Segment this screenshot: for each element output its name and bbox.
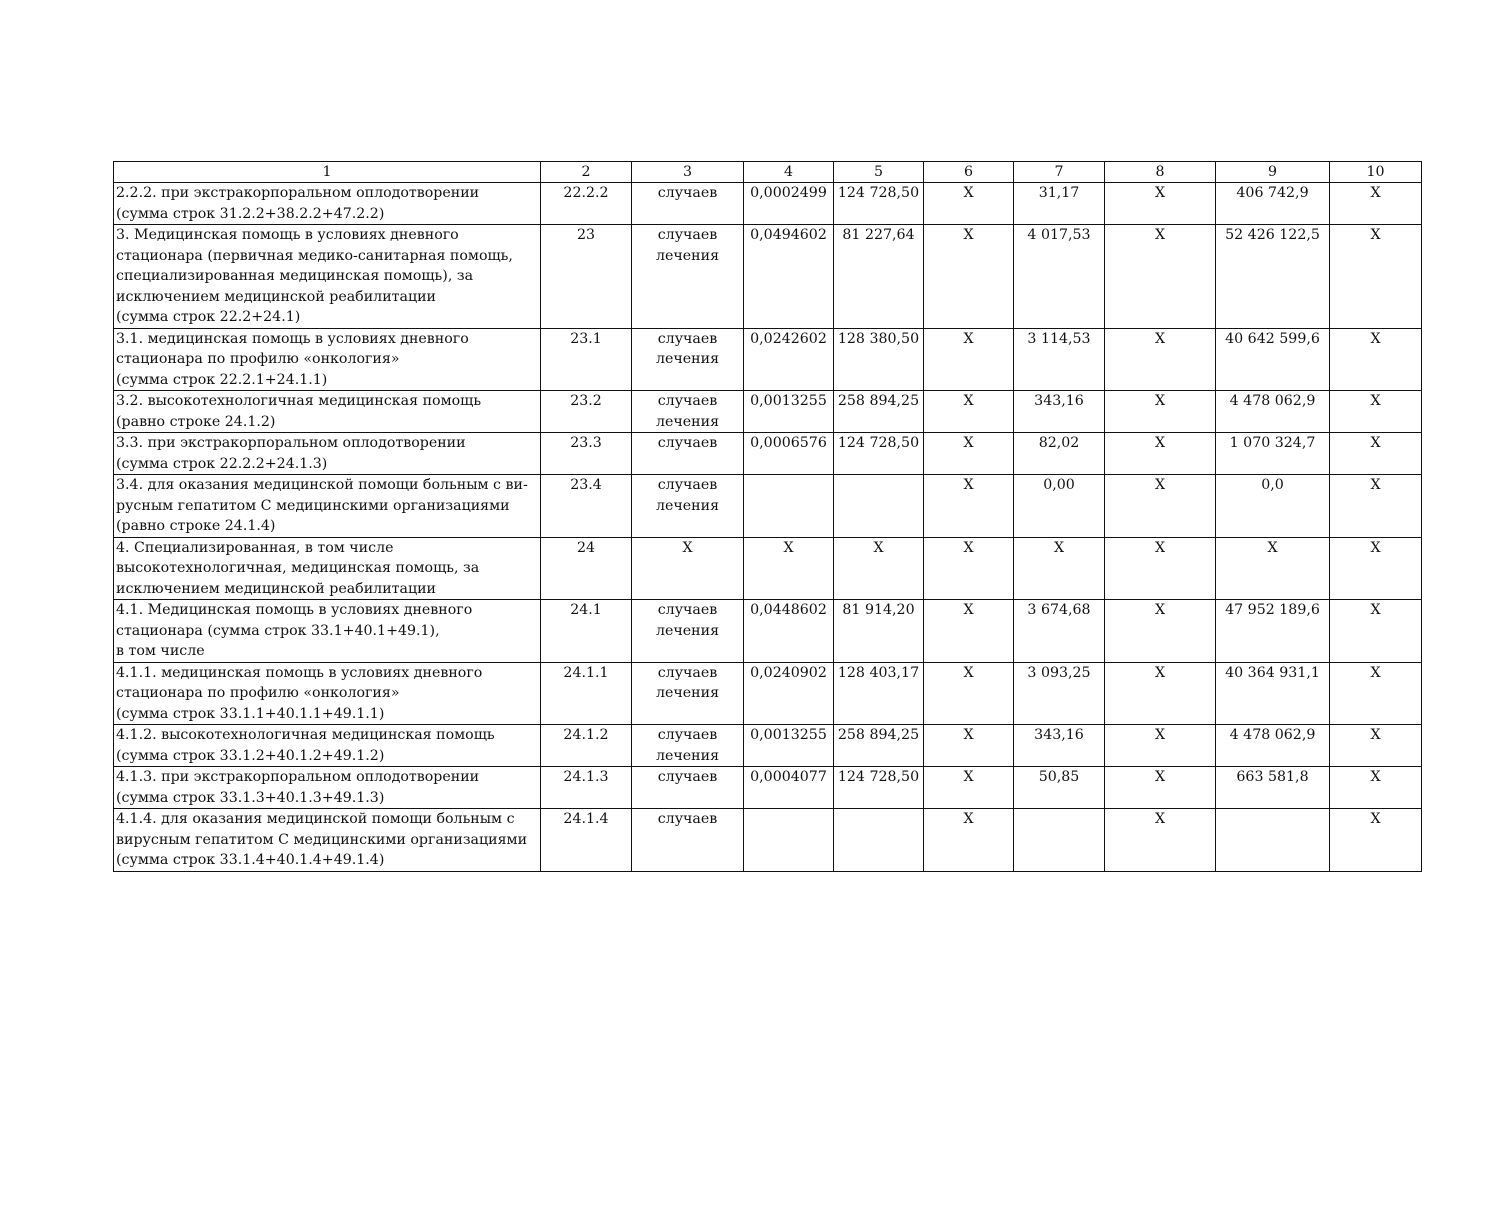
data-table [113, 161, 1422, 872]
cell-col-9: 1 070 324,7 [1216, 433, 1330, 475]
cell-col-8: X [1105, 328, 1216, 391]
row-name-cell: 3.4. для оказания медицинской помощи больным с ви- русным гепатитом С медицинскими организациями (равно строке 24.1.4) [114, 475, 541, 538]
cell-col-10: X [1330, 662, 1422, 725]
row-unit-cell: X [632, 537, 744, 600]
row-code-cell: 24 [541, 537, 632, 600]
cell-col-4: 0,0013255 [744, 391, 834, 433]
cell-col-10: X [1330, 433, 1422, 475]
row-unit-cell: случаев [632, 767, 744, 809]
cell-col-7: 0,00 [1014, 475, 1105, 538]
column-header: 4 [744, 162, 834, 183]
cell-col-10: X [1330, 809, 1422, 872]
row-unit-cell: случаев [632, 433, 744, 475]
cell-col-8: X [1105, 475, 1216, 538]
column-header: 9 [1216, 162, 1330, 183]
table-row [114, 475, 1422, 538]
cell-col-5: 124 728,50 [834, 183, 924, 225]
row-name-cell: 4.1.2. высокотехнологичная медицинская помощь (сумма строк 33.1.2+40.1.2+49.1.2) [114, 725, 541, 767]
cell-col-8: X [1105, 600, 1216, 663]
cell-col-7 [1014, 809, 1105, 872]
row-code-cell: 23.1 [541, 328, 632, 391]
cell-col-6: X [924, 725, 1014, 767]
cell-col-6: X [924, 809, 1014, 872]
row-name-cell: 4.1.1. медицинская помощь в условиях дневного стационара по профилю «онкология» (сумма строк 33.1.1+40.1.1+49.1.1) [114, 662, 541, 725]
cell-col-9: 52 426 122,5 [1216, 225, 1330, 329]
cell-col-10: X [1330, 537, 1422, 600]
row-unit-cell: случаев лечения [632, 328, 744, 391]
cell-col-5: 124 728,50 [834, 767, 924, 809]
table-row [114, 433, 1422, 475]
cell-col-10: X [1330, 183, 1422, 225]
cell-col-7: 3 674,68 [1014, 600, 1105, 663]
row-code-cell: 24.1 [541, 600, 632, 663]
cell-col-6: X [924, 662, 1014, 725]
column-header: 5 [834, 162, 924, 183]
row-unit-cell: случаев [632, 183, 744, 225]
row-code-cell: 23 [541, 225, 632, 329]
table-row [114, 662, 1422, 725]
row-unit-cell: случаев лечения [632, 225, 744, 329]
column-header: 10 [1330, 162, 1422, 183]
cell-col-4: 0,0002499 [744, 183, 834, 225]
cell-col-4: 0,0240902 [744, 662, 834, 725]
row-unit-cell: случаев лечения [632, 475, 744, 538]
column-header: 7 [1014, 162, 1105, 183]
column-header: 8 [1105, 162, 1216, 183]
cell-col-7: 3 093,25 [1014, 662, 1105, 725]
cell-col-7: 82,02 [1014, 433, 1105, 475]
cell-col-4 [744, 809, 834, 872]
cell-col-4: 0,0004077 [744, 767, 834, 809]
cell-col-8: X [1105, 725, 1216, 767]
cell-col-5: 128 403,17 [834, 662, 924, 725]
cell-col-7: 31,17 [1014, 183, 1105, 225]
cell-col-6: X [924, 767, 1014, 809]
row-code-cell: 24.1.2 [541, 725, 632, 767]
row-code-cell: 24.1.3 [541, 767, 632, 809]
cell-col-5: 124 728,50 [834, 433, 924, 475]
cell-col-9: 47 952 189,6 [1216, 600, 1330, 663]
cell-col-10: X [1330, 725, 1422, 767]
cell-col-7: 4 017,53 [1014, 225, 1105, 329]
table-row [114, 328, 1422, 391]
cell-col-6: X [924, 600, 1014, 663]
cell-col-7: X [1014, 537, 1105, 600]
cell-col-7: 50,85 [1014, 767, 1105, 809]
table-row [114, 600, 1422, 663]
cell-col-9: 40 364 931,1 [1216, 662, 1330, 725]
row-unit-cell: случаев лечения [632, 662, 744, 725]
cell-col-9 [1216, 809, 1330, 872]
cell-col-8: X [1105, 225, 1216, 329]
cell-col-5: 128 380,50 [834, 328, 924, 391]
cell-col-4: 0,0013255 [744, 725, 834, 767]
row-unit-cell: случаев лечения [632, 391, 744, 433]
cell-col-5: 81 227,64 [834, 225, 924, 329]
cell-col-4: X [744, 537, 834, 600]
row-name-cell: 4.1.3. при экстракорпоральном оплодотворении (сумма строк 33.1.3+40.1.3+49.1.3) [114, 767, 541, 809]
cell-col-4: 0,0494602 [744, 225, 834, 329]
row-code-cell: 23.4 [541, 475, 632, 538]
cell-col-4: 0,0006576 [744, 433, 834, 475]
cell-col-10: X [1330, 225, 1422, 329]
cell-col-8: X [1105, 391, 1216, 433]
column-header: 6 [924, 162, 1014, 183]
cell-col-8: X [1105, 433, 1216, 475]
row-name-cell: 4.1.4. для оказания медицинской помощи больным с вирусным гепатитом С медицинскими организациями (сумма строк 33.1.4+40.1.4+49.1.4) [114, 809, 541, 872]
cell-col-9: 40 642 599,6 [1216, 328, 1330, 391]
cell-col-6: X [924, 433, 1014, 475]
cell-col-8: X [1105, 183, 1216, 225]
cell-col-6: X [924, 537, 1014, 600]
row-code-cell: 24.1.4 [541, 809, 632, 872]
cell-col-10: X [1330, 600, 1422, 663]
table-row [114, 809, 1422, 872]
table-row [114, 183, 1422, 225]
row-unit-cell: случаев лечения [632, 600, 744, 663]
cell-col-9: 0,0 [1216, 475, 1330, 538]
row-unit-cell: случаев [632, 809, 744, 872]
cell-col-7: 3 114,53 [1014, 328, 1105, 391]
table-row [114, 725, 1422, 767]
cell-col-10: X [1330, 475, 1422, 538]
column-header: 1 [114, 162, 541, 183]
cell-col-8: X [1105, 809, 1216, 872]
cell-col-10: X [1330, 391, 1422, 433]
cell-col-7: 343,16 [1014, 725, 1105, 767]
cell-col-8: X [1105, 767, 1216, 809]
cell-col-6: X [924, 183, 1014, 225]
row-name-cell: 4.1. Медицинская помощь в условиях дневного стационара (сумма строк 33.1+40.1+49.1), в том числе [114, 600, 541, 663]
cell-col-6: X [924, 225, 1014, 329]
row-name-cell: 3. Медицинская помощь в условиях дневного стационара (первичная медико-санитарная помощь, специализированная медицинская помощь), за исключением медицинской реабилитации (сумма строк 22.2+24.1) [114, 225, 541, 329]
cell-col-9: 4 478 062,9 [1216, 725, 1330, 767]
cell-col-10: X [1330, 328, 1422, 391]
row-name-cell: 3.3. при экстракорпоральном оплодотворении (сумма строк 22.2.2+24.1.3) [114, 433, 541, 475]
table-row [114, 537, 1422, 600]
cell-col-9: 4 478 062,9 [1216, 391, 1330, 433]
cell-col-4 [744, 475, 834, 538]
column-header: 2 [541, 162, 632, 183]
table-row [114, 767, 1422, 809]
row-unit-cell: случаев лечения [632, 725, 744, 767]
cell-col-5: X [834, 537, 924, 600]
column-header: 3 [632, 162, 744, 183]
cell-col-6: X [924, 328, 1014, 391]
cell-col-6: X [924, 475, 1014, 538]
column-number-row [114, 162, 1422, 183]
row-name-cell: 2.2.2. при экстракорпоральном оплодотворении (сумма строк 31.2.2+38.2.2+47.2.2) [114, 183, 541, 225]
row-code-cell: 22.2.2 [541, 183, 632, 225]
document-page [113, 161, 1421, 872]
cell-col-9: X [1216, 537, 1330, 600]
cell-col-5: 81 914,20 [834, 600, 924, 663]
cell-col-5 [834, 809, 924, 872]
cell-col-4: 0,0242602 [744, 328, 834, 391]
cell-col-9: 663 581,8 [1216, 767, 1330, 809]
row-code-cell: 24.1.1 [541, 662, 632, 725]
cell-col-5 [834, 475, 924, 538]
cell-col-9: 406 742,9 [1216, 183, 1330, 225]
cell-col-7: 343,16 [1014, 391, 1105, 433]
cell-col-8: X [1105, 662, 1216, 725]
table-row [114, 391, 1422, 433]
cell-col-5: 258 894,25 [834, 725, 924, 767]
row-code-cell: 23.3 [541, 433, 632, 475]
cell-col-4: 0,0448602 [744, 600, 834, 663]
row-name-cell: 3.2. высокотехнологичная медицинская помощь (равно строке 24.1.2) [114, 391, 541, 433]
table-body [114, 162, 1422, 872]
cell-col-6: X [924, 391, 1014, 433]
cell-col-10: X [1330, 767, 1422, 809]
row-code-cell: 23.2 [541, 391, 632, 433]
cell-col-8: X [1105, 537, 1216, 600]
row-name-cell: 3.1. медицинская помощь в условиях дневного стационара по профилю «онкология» (сумма строк 22.2.1+24.1.1) [114, 328, 541, 391]
cell-col-5: 258 894,25 [834, 391, 924, 433]
table-row [114, 225, 1422, 329]
row-name-cell: 4. Специализированная, в том числе высокотехнологичная, медицинская помощь, за исключением медицинской реабилитации [114, 537, 541, 600]
